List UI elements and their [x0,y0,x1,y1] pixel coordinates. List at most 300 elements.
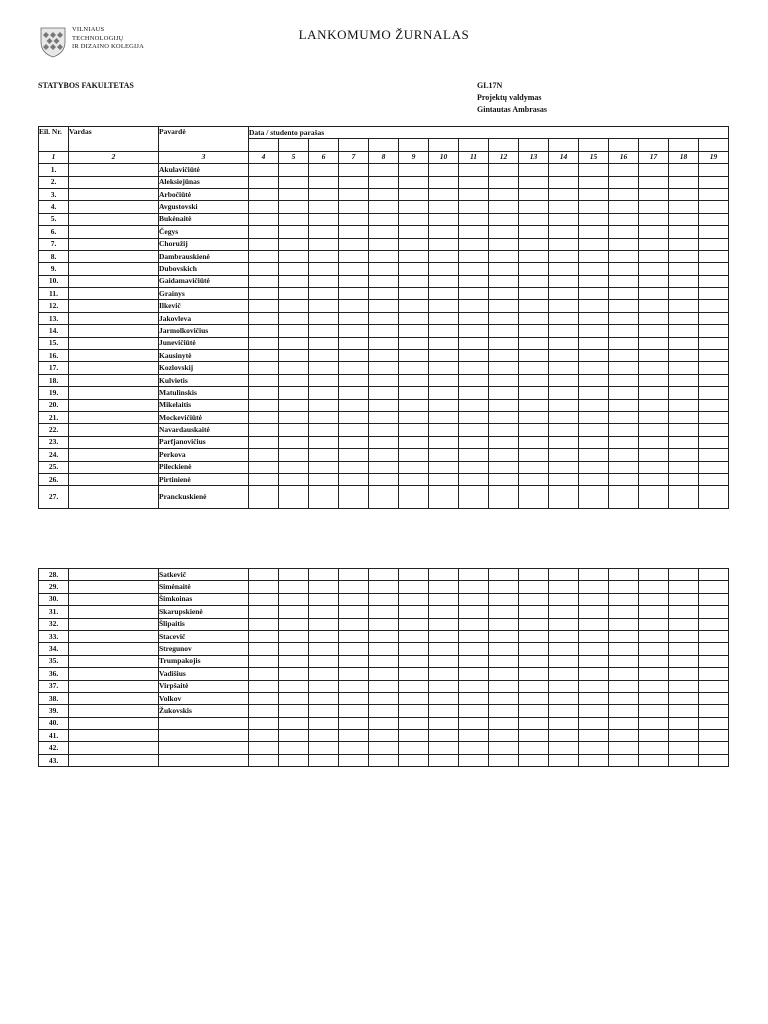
signature-cell[interactable] [339,350,369,362]
signature-cell[interactable] [549,201,579,213]
signature-cell[interactable] [399,569,429,581]
signature-cell[interactable] [279,436,309,448]
signature-cell[interactable] [369,374,399,386]
signature-cell[interactable] [459,680,489,692]
signature-cell[interactable] [519,164,549,176]
first-name-cell[interactable] [69,325,159,337]
signature-cell[interactable] [639,399,669,411]
signature-cell[interactable] [279,263,309,275]
signature-cell[interactable] [279,188,309,200]
signature-cell[interactable] [429,213,459,225]
signature-cell[interactable] [579,630,609,642]
signature-cell[interactable] [639,275,669,287]
signature-cell[interactable] [669,201,699,213]
signature-cell[interactable] [459,424,489,436]
signature-cell[interactable] [609,263,639,275]
signature-cell[interactable] [249,275,279,287]
signature-cell[interactable] [579,411,609,423]
signature-cell[interactable] [609,250,639,262]
signature-cell[interactable] [429,717,459,729]
signature-cell[interactable] [339,449,369,461]
signature-cell[interactable] [549,449,579,461]
signature-cell[interactable] [279,350,309,362]
signature-cell[interactable] [549,630,579,642]
signature-cell[interactable] [459,399,489,411]
signature-cell[interactable] [279,226,309,238]
signature-cell[interactable] [669,643,699,655]
signature-cell[interactable] [549,436,579,448]
signature-cell[interactable] [279,630,309,642]
signature-cell[interactable] [699,630,729,642]
signature-cell[interactable] [249,362,279,374]
signature-cell[interactable] [249,486,279,509]
signature-cell[interactable] [489,668,519,680]
signature-cell[interactable] [519,362,549,374]
signature-cell[interactable] [279,337,309,349]
signature-cell[interactable] [429,742,459,754]
signature-cell[interactable] [399,213,429,225]
signature-cell[interactable] [429,399,459,411]
signature-cell[interactable] [459,630,489,642]
signature-cell[interactable] [669,606,699,618]
signature-cell[interactable] [609,312,639,324]
signature-cell[interactable] [699,668,729,680]
signature-cell[interactable] [309,176,339,188]
signature-cell[interactable] [429,312,459,324]
signature-cell[interactable] [369,569,399,581]
signature-cell[interactable] [699,754,729,766]
signature-cell[interactable] [339,325,369,337]
signature-cell[interactable] [429,164,459,176]
signature-cell[interactable] [309,630,339,642]
signature-cell[interactable] [699,312,729,324]
signature-cell[interactable] [339,486,369,509]
signature-cell[interactable] [399,201,429,213]
first-name-cell[interactable] [69,337,159,349]
signature-cell[interactable] [399,312,429,324]
signature-cell[interactable] [309,399,339,411]
signature-cell[interactable] [339,263,369,275]
signature-cell[interactable] [549,275,579,287]
signature-cell[interactable] [579,362,609,374]
signature-cell[interactable] [669,312,699,324]
signature-cell[interactable] [519,263,549,275]
signature-cell[interactable] [459,581,489,593]
signature-cell[interactable] [459,176,489,188]
signature-cell[interactable] [699,374,729,386]
signature-cell[interactable] [309,473,339,485]
signature-cell[interactable] [429,188,459,200]
signature-cell[interactable] [699,692,729,704]
signature-cell[interactable] [639,668,669,680]
signature-cell[interactable] [339,312,369,324]
signature-cell[interactable] [489,300,519,312]
signature-cell[interactable] [639,226,669,238]
signature-cell[interactable] [309,300,339,312]
signature-cell[interactable] [639,730,669,742]
signature-cell[interactable] [249,655,279,667]
signature-cell[interactable] [399,411,429,423]
signature-cell[interactable] [579,705,609,717]
signature-cell[interactable] [399,350,429,362]
signature-cell[interactable] [489,288,519,300]
signature-cell[interactable] [279,569,309,581]
first-name-cell[interactable] [69,288,159,300]
signature-cell[interactable] [369,730,399,742]
signature-cell[interactable] [579,569,609,581]
signature-cell[interactable] [249,668,279,680]
signature-cell[interactable] [429,350,459,362]
signature-cell[interactable] [459,569,489,581]
signature-cell[interactable] [309,436,339,448]
signature-cell[interactable] [339,730,369,742]
first-name-cell[interactable] [69,486,159,509]
signature-cell[interactable] [579,300,609,312]
signature-cell[interactable] [369,188,399,200]
signature-cell[interactable] [669,226,699,238]
signature-cell[interactable] [489,436,519,448]
signature-cell[interactable] [519,618,549,630]
signature-cell[interactable] [309,730,339,742]
signature-cell[interactable] [699,250,729,262]
signature-cell[interactable] [399,730,429,742]
signature-cell[interactable] [549,337,579,349]
signature-cell[interactable] [489,325,519,337]
signature-cell[interactable] [639,593,669,605]
signature-cell[interactable] [279,581,309,593]
first-name-cell[interactable] [69,362,159,374]
signature-cell[interactable] [339,643,369,655]
first-name-cell[interactable] [69,618,159,630]
signature-cell[interactable] [429,461,459,473]
signature-cell[interactable] [669,593,699,605]
signature-cell[interactable] [519,486,549,509]
signature-cell[interactable] [279,473,309,485]
signature-cell[interactable] [249,461,279,473]
signature-cell[interactable] [699,486,729,509]
signature-cell[interactable] [309,337,339,349]
signature-cell[interactable] [549,581,579,593]
signature-cell[interactable] [429,754,459,766]
signature-cell[interactable] [309,288,339,300]
signature-cell[interactable] [639,300,669,312]
date-cell[interactable] [309,139,339,151]
signature-cell[interactable] [549,226,579,238]
signature-cell[interactable] [429,201,459,213]
signature-cell[interactable] [369,436,399,448]
signature-cell[interactable] [249,201,279,213]
signature-cell[interactable] [639,250,669,262]
signature-cell[interactable] [339,374,369,386]
signature-cell[interactable] [249,424,279,436]
signature-cell[interactable] [429,668,459,680]
first-name-cell[interactable] [69,754,159,766]
signature-cell[interactable] [399,436,429,448]
signature-cell[interactable] [429,424,459,436]
signature-cell[interactable] [669,411,699,423]
signature-cell[interactable] [639,680,669,692]
signature-cell[interactable] [579,350,609,362]
signature-cell[interactable] [279,461,309,473]
signature-cell[interactable] [579,754,609,766]
signature-cell[interactable] [399,473,429,485]
signature-cell[interactable] [459,213,489,225]
signature-cell[interactable] [429,238,459,250]
signature-cell[interactable] [489,176,519,188]
signature-cell[interactable] [579,387,609,399]
signature-cell[interactable] [579,275,609,287]
signature-cell[interactable] [639,606,669,618]
signature-cell[interactable] [459,411,489,423]
signature-cell[interactable] [489,201,519,213]
signature-cell[interactable] [459,473,489,485]
signature-cell[interactable] [429,569,459,581]
signature-cell[interactable] [309,593,339,605]
signature-cell[interactable] [249,742,279,754]
signature-cell[interactable] [369,337,399,349]
signature-cell[interactable] [609,742,639,754]
signature-cell[interactable] [339,606,369,618]
signature-cell[interactable] [549,164,579,176]
signature-cell[interactable] [249,312,279,324]
signature-cell[interactable] [309,424,339,436]
signature-cell[interactable] [249,300,279,312]
signature-cell[interactable] [279,399,309,411]
signature-cell[interactable] [459,606,489,618]
signature-cell[interactable] [639,213,669,225]
signature-cell[interactable] [519,680,549,692]
signature-cell[interactable] [429,288,459,300]
signature-cell[interactable] [579,164,609,176]
signature-cell[interactable] [309,201,339,213]
signature-cell[interactable] [579,581,609,593]
signature-cell[interactable] [339,288,369,300]
signature-cell[interactable] [399,399,429,411]
signature-cell[interactable] [429,730,459,742]
signature-cell[interactable] [369,473,399,485]
signature-cell[interactable] [639,362,669,374]
signature-cell[interactable] [519,337,549,349]
signature-cell[interactable] [339,742,369,754]
signature-cell[interactable] [489,606,519,618]
signature-cell[interactable] [339,226,369,238]
signature-cell[interactable] [549,411,579,423]
signature-cell[interactable] [549,643,579,655]
signature-cell[interactable] [459,226,489,238]
signature-cell[interactable] [459,593,489,605]
signature-cell[interactable] [339,618,369,630]
signature-cell[interactable] [399,606,429,618]
signature-cell[interactable] [639,717,669,729]
signature-cell[interactable] [459,717,489,729]
signature-cell[interactable] [579,593,609,605]
signature-cell[interactable] [669,188,699,200]
signature-cell[interactable] [549,593,579,605]
signature-cell[interactable] [309,461,339,473]
signature-cell[interactable] [279,288,309,300]
first-name-cell[interactable] [69,176,159,188]
signature-cell[interactable] [309,312,339,324]
signature-cell[interactable] [369,411,399,423]
first-name-cell[interactable] [69,238,159,250]
signature-cell[interactable] [549,387,579,399]
signature-cell[interactable] [549,742,579,754]
signature-cell[interactable] [639,486,669,509]
signature-cell[interactable] [279,300,309,312]
first-name-cell[interactable] [69,630,159,642]
signature-cell[interactable] [429,618,459,630]
signature-cell[interactable] [669,754,699,766]
signature-cell[interactable] [459,275,489,287]
signature-cell[interactable] [399,449,429,461]
signature-cell[interactable] [339,424,369,436]
signature-cell[interactable] [609,176,639,188]
signature-cell[interactable] [369,680,399,692]
signature-cell[interactable] [549,424,579,436]
signature-cell[interactable] [609,606,639,618]
signature-cell[interactable] [519,300,549,312]
signature-cell[interactable] [699,201,729,213]
signature-cell[interactable] [339,387,369,399]
signature-cell[interactable] [669,486,699,509]
signature-cell[interactable] [399,655,429,667]
first-name-cell[interactable] [69,730,159,742]
signature-cell[interactable] [279,730,309,742]
signature-cell[interactable] [459,449,489,461]
signature-cell[interactable] [639,350,669,362]
signature-cell[interactable] [399,630,429,642]
signature-cell[interactable] [669,680,699,692]
signature-cell[interactable] [279,387,309,399]
signature-cell[interactable] [459,300,489,312]
signature-cell[interactable] [699,593,729,605]
signature-cell[interactable] [609,226,639,238]
signature-cell[interactable] [609,188,639,200]
signature-cell[interactable] [309,618,339,630]
signature-cell[interactable] [699,473,729,485]
signature-cell[interactable] [579,226,609,238]
signature-cell[interactable] [399,263,429,275]
signature-cell[interactable] [699,411,729,423]
signature-cell[interactable] [519,692,549,704]
signature-cell[interactable] [429,300,459,312]
signature-cell[interactable] [279,325,309,337]
signature-cell[interactable] [609,668,639,680]
signature-cell[interactable] [459,754,489,766]
signature-cell[interactable] [639,742,669,754]
signature-cell[interactable] [699,730,729,742]
signature-cell[interactable] [489,643,519,655]
signature-cell[interactable] [309,238,339,250]
signature-cell[interactable] [579,213,609,225]
signature-cell[interactable] [669,288,699,300]
signature-cell[interactable] [429,263,459,275]
signature-cell[interactable] [279,374,309,386]
signature-cell[interactable] [669,742,699,754]
signature-cell[interactable] [249,680,279,692]
signature-cell[interactable] [549,374,579,386]
signature-cell[interactable] [279,201,309,213]
signature-cell[interactable] [489,362,519,374]
first-name-cell[interactable] [69,436,159,448]
signature-cell[interactable] [549,730,579,742]
signature-cell[interactable] [609,411,639,423]
signature-cell[interactable] [369,593,399,605]
signature-cell[interactable] [699,325,729,337]
signature-cell[interactable] [459,692,489,704]
signature-cell[interactable] [459,668,489,680]
signature-cell[interactable] [249,350,279,362]
signature-cell[interactable] [459,730,489,742]
signature-cell[interactable] [459,362,489,374]
signature-cell[interactable] [249,754,279,766]
signature-cell[interactable] [579,399,609,411]
signature-cell[interactable] [699,717,729,729]
signature-cell[interactable] [579,263,609,275]
signature-cell[interactable] [459,655,489,667]
date-cell[interactable] [609,139,639,151]
signature-cell[interactable] [339,213,369,225]
signature-cell[interactable] [609,213,639,225]
signature-cell[interactable] [669,337,699,349]
first-name-cell[interactable] [69,655,159,667]
signature-cell[interactable] [519,325,549,337]
signature-cell[interactable] [339,692,369,704]
signature-cell[interactable] [699,399,729,411]
first-name-cell[interactable] [69,201,159,213]
date-cell[interactable] [489,139,519,151]
signature-cell[interactable] [669,238,699,250]
signature-cell[interactable] [429,643,459,655]
signature-cell[interactable] [369,362,399,374]
first-name-cell[interactable] [69,643,159,655]
signature-cell[interactable] [429,325,459,337]
signature-cell[interactable] [369,742,399,754]
signature-cell[interactable] [339,630,369,642]
signature-cell[interactable] [249,473,279,485]
first-name-cell[interactable] [69,581,159,593]
first-name-cell[interactable] [69,424,159,436]
signature-cell[interactable] [549,288,579,300]
signature-cell[interactable] [639,238,669,250]
signature-cell[interactable] [669,300,699,312]
first-name-cell[interactable] [69,387,159,399]
signature-cell[interactable] [279,680,309,692]
signature-cell[interactable] [399,717,429,729]
signature-cell[interactable] [429,374,459,386]
signature-cell[interactable] [249,288,279,300]
signature-cell[interactable] [669,461,699,473]
signature-cell[interactable] [399,337,429,349]
signature-cell[interactable] [339,362,369,374]
signature-cell[interactable] [399,238,429,250]
signature-cell[interactable] [639,754,669,766]
signature-cell[interactable] [579,176,609,188]
signature-cell[interactable] [279,362,309,374]
signature-cell[interactable] [339,176,369,188]
signature-cell[interactable] [669,717,699,729]
signature-cell[interactable] [249,569,279,581]
signature-cell[interactable] [399,250,429,262]
signature-cell[interactable] [429,176,459,188]
signature-cell[interactable] [489,692,519,704]
signature-cell[interactable] [609,275,639,287]
signature-cell[interactable] [489,387,519,399]
first-name-cell[interactable] [69,411,159,423]
signature-cell[interactable] [519,387,549,399]
first-name-cell[interactable] [69,461,159,473]
signature-cell[interactable] [309,164,339,176]
